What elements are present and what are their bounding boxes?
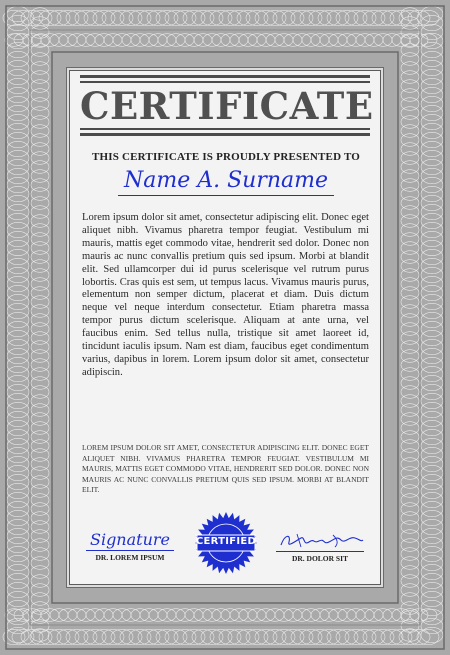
title-top-rule — [80, 75, 370, 78]
certificate-panel — [69, 70, 381, 585]
fine-print: LOREM IPSUM DOLOR SIT AMET, CONSECTETUR ADIPISCING ELIT. DONEC EGET ALIQUET NIBH. VIVAMUS PHARETRA TEMPOR FEUGIAT. VESTIBULUM MI MAURIS, MATTIS EGET COMMODO VITAE, HENDRERIT SED DOLOR. DONEC NON MAURIS AC NUNC CONVALLIS PRETIUM QUIS SED IPSUM. MORBI AT BLANDIT ELIT. — [82, 443, 369, 495]
title-top-rule-thin — [80, 81, 370, 83]
signature-left-script: Signature — [89, 530, 170, 549]
signature-right-name: DR. DOLOR SIT — [291, 554, 349, 563]
title-bottom-rule-thin — [80, 128, 370, 130]
certificate-title: CERTIFICATE — [80, 84, 374, 128]
body-paragraph: Lorem ipsum dolor sit amet, consectetur adipiscing elit. Donec eget aliquet nibh. Vivamus pharetra tempor feugiat. Vestibulum mi mauris, mattis eget commodo vitae, hendrerit sed dolor. Donec non mauris ac nunc convallis pretium quis sed ipsum. Morbi at blandit elit. Sed ullamcorper dui id purus scelerisque vel rutrum purus lobortis. Cras quis est sem, ut tempus lacus. Vivamus mauris purus, elementum non semper dictum, placerat et diam. Duis dictum neque vel neque interdum consectetur. Etiam pharetra massa tempor purus dictum scelerisque. Aliquam at ante urna, vel faucibus enim. Sed tellus nulla, tristique sit amet laoreet id, tincidunt iaculis ipsum. Nam est diam, faucibus eget condimentum varius, dapibus in lorem. Lorem ipsum dolor sit amet, consectetur adipiscin. — [82, 212, 369, 378]
signature-left-name: DR. LOREM IPSUM — [95, 553, 165, 562]
signature-left-line — [86, 550, 174, 551]
title-bottom-rule — [80, 133, 370, 136]
handwritten-signature — [275, 530, 365, 550]
recipient-name: Name A. Surname — [118, 168, 334, 196]
presented-line: THIS CERTIFICATE IS PROUDLY PRESENTED TO — [91, 151, 361, 163]
signature-right — [270, 530, 370, 563]
seal-label-wrap — [194, 511, 258, 575]
title-block — [80, 75, 374, 139]
signature-left — [80, 530, 180, 562]
seal-label: CERTIFIED — [195, 536, 257, 547]
signature-right-line — [276, 551, 364, 552]
